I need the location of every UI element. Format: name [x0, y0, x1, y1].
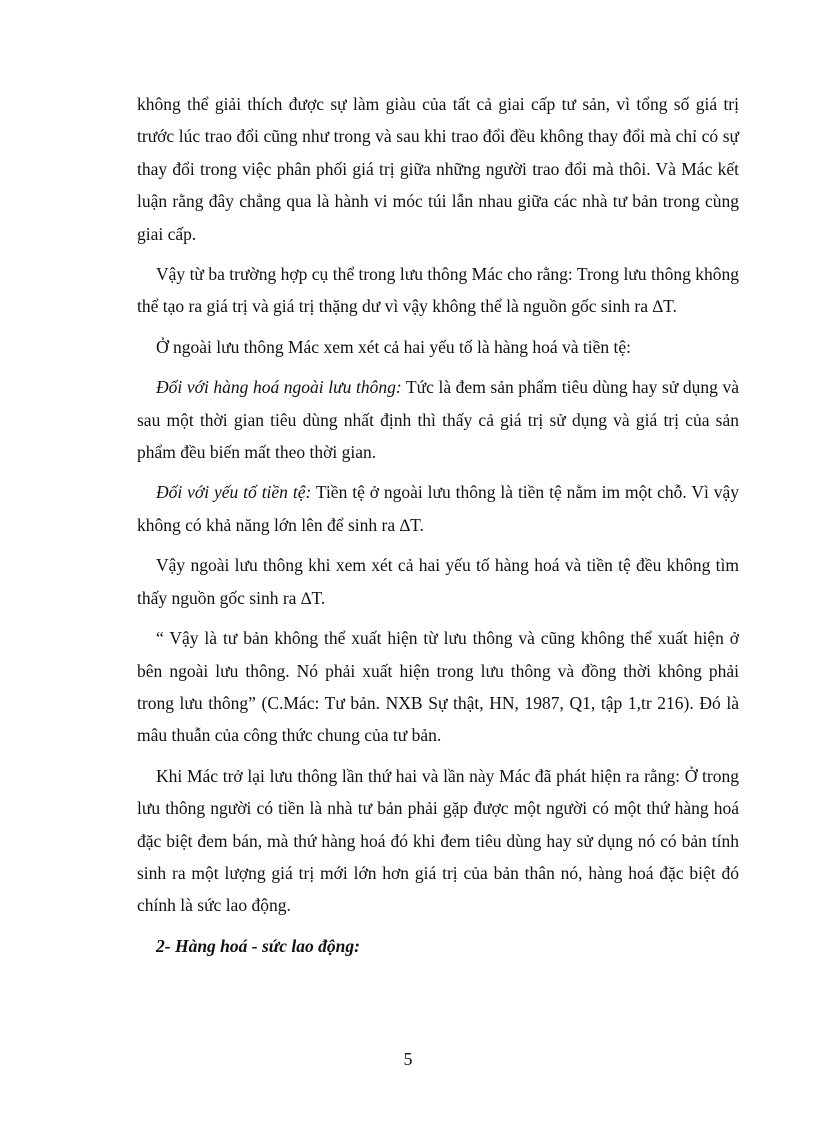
paragraph-conclusion-circulation — [137, 258, 739, 323]
section-heading: 2- Hàng hoá - sức lao động: — [156, 935, 360, 956]
page-number: 5 — [403, 1049, 413, 1069]
paragraph-quote — [137, 622, 739, 752]
paragraph-text: Khi Mác trở lại lưu thông lần thứ hai và lần này Mác đã phát hiện ra rằng: Ở trong lưu thông người có tiền là nhà tư bản phải gặp được một người có một thứ hàng hoá đặc biệt đem bán, mà thứ hàng hoá đó khi đem tiêu dùng hay sử dụng nó có bản tính sinh ra một lượng giá trị mới lớn hơn giá trị của bản thân nó, hàng hoá đặc biệt đó chính là sức lao động. — [137, 765, 739, 916]
paragraph-text: Tiền tệ ở ngoài lưu thông là tiền tệ nằm im một chỗ. Vì vậy không có khả năng lớn lên để sinh ra ∆T. — [137, 482, 739, 535]
paragraph-outside-conclusion — [137, 549, 739, 614]
paragraph-outside-circulation — [137, 331, 739, 363]
paragraph-lead-italic: Đối với hàng hoá ngoài lưu thông: — [156, 377, 402, 398]
paragraph-text: Vậy ngoài lưu thông khi xem xét cả hai yếu tố hàng hoá và tiền tệ đều không tìm thấy nguồn gốc sinh ra ∆T. — [137, 555, 739, 608]
paragraph-continuation — [137, 88, 739, 250]
body-text — [137, 88, 739, 970]
paragraph-text: không thể giải thích được sự làm giàu của tất cả giai cấp tư sản, vì tổng số giá trị trước lúc trao đổi cũng như trong và sau khi trao đổi đều không thay đổi mà chỉ có sự thay đổi trong việc phân phối giá trị giữa những người trao đổi mà thôi. Và Mác kết luận rằng đây chẳng qua là hành vi móc túi lẫn nhau giữa các nhà tư bản trong cùng giai cấp. — [137, 94, 739, 244]
paragraph-text: Ở ngoài lưu thông Mác xem xét cả hai yếu tố là hàng hoá và tiền tệ: — [156, 336, 632, 357]
paragraph-money — [137, 476, 739, 541]
paragraph-goods — [137, 371, 739, 468]
paragraph-text: Vậy từ ba trường hợp cụ thể trong lưu thông Mác cho rằng: Trong lưu thông không thể tạo ra giá trị và giá trị thặng dư vì vậy không thể là nguồn gốc sinh ra ∆T. — [137, 264, 739, 317]
paragraph-text: Tức là đem sản phẩm tiêu dùng hay sử dụng và sau một thời gian tiêu dùng nhất định thì thấy cả giá trị sử dụng và giá trị của sản phẩm đều biến mất theo thời gian. — [137, 377, 739, 463]
paragraph-text: “ Vậy là tư bản không thể xuất hiện từ lưu thông và cũng không thể xuất hiện ở bên ngoài lưu thông. Nó phải xuất hiện trong lưu thông và đồng thời không phải trong lưu thông” (C.Mác: Tư bản. NXB Sự thật, HN, 1987, Q1, tập 1,tr 216). Đó là mâu thuẫn của công thức chung của tư bản. — [137, 628, 739, 746]
paragraph-labor-power — [137, 760, 739, 922]
paragraph-lead-italic: Đối với yếu tố tiền tệ: — [156, 482, 312, 503]
